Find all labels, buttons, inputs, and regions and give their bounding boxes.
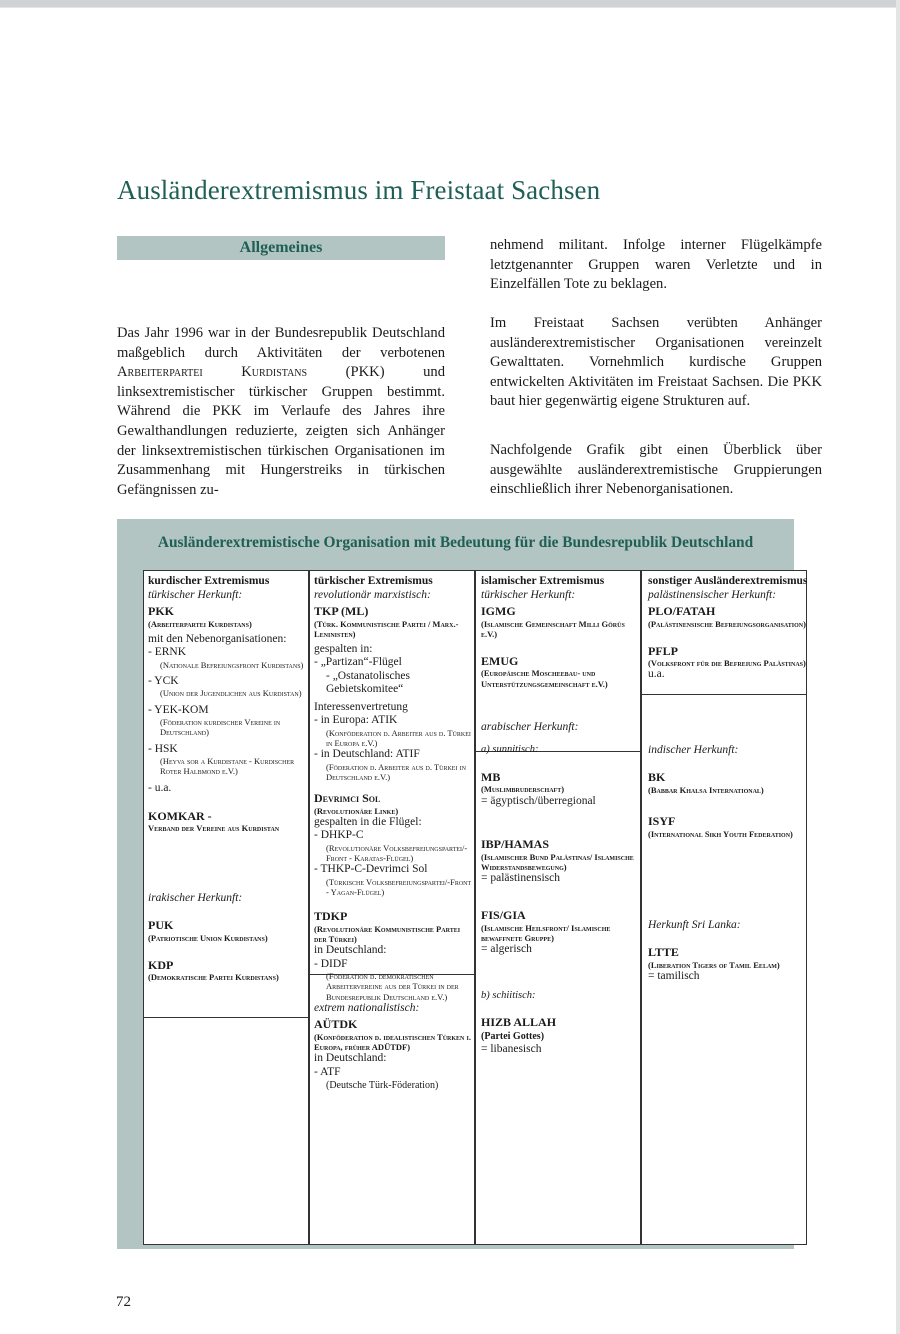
org-thkpc-full: (Türkische Volksbefreiungspartei/-Front - Yagan-Flügel) xyxy=(326,876,472,898)
org-kdp: KDP xyxy=(148,957,174,972)
org-atik: - in Europa: ATIK xyxy=(314,714,398,727)
org-yck: - YCK xyxy=(148,674,179,687)
org-pflp: PFLP xyxy=(648,643,678,658)
org-emug-full: (Europäische Moscheebau- und Unterstützungsgemeinschaft e.V.) xyxy=(481,668,608,689)
pkk-name: Arbeiterpartei Kurdistans xyxy=(117,364,308,381)
org-fis-full: (Islamische Heilsfront/ Islamische bewaffnete Gruppe) xyxy=(481,922,611,944)
split-label: gespalten in: xyxy=(314,642,373,655)
org-mb-full: (Muslimbruderschaft) xyxy=(481,784,565,795)
org-hizb-allah: HIZB ALLAH xyxy=(481,1015,557,1030)
sunni-label: a) sunnitisch: xyxy=(481,744,539,756)
org-yekkom-full: (Föderation kurdischer Vereine in Deutschland) xyxy=(160,717,281,738)
intro-paragraph-left xyxy=(117,324,445,500)
org-plo-full: (Palästinensische Befreiungsorganisation) xyxy=(648,618,806,629)
org-dhkpc: - DHKP-C xyxy=(314,829,364,842)
org-hsk: - HSK xyxy=(148,742,178,755)
org-pkk: PKK xyxy=(148,604,174,618)
in-germany-label: in Deutschland: xyxy=(314,944,387,957)
right-paragraph-2: Im Freistaat Sachsen verübten Anhänger ausländerextremistischer Organisationen vereinzelt Gewalttaten. Vornehmlich kurdische Gruppen entwickelten Aktivitäten im Freistaat Sachsen. Die PKK baut hier gegenwärtig eigene Strukturen auf. xyxy=(490,315,822,410)
org-puk-full: (Patriotische Union Kurdistans) xyxy=(148,932,268,943)
iraqi-origin-label: irakischer Herkunft: xyxy=(148,891,243,904)
org-tdkp: TDKP xyxy=(314,909,348,924)
org-ernk-full: (Nationale Befreiungsfront Kurdistans) xyxy=(160,659,304,670)
org-hsk-full: (Heyva sor a Kurdistane - Kurdischer Roter Halbmond e.V.) xyxy=(160,756,295,777)
org-didf: - DIDF xyxy=(314,957,348,970)
org-fis: FIS/GIA xyxy=(481,908,526,923)
org-emug: EMUG xyxy=(481,653,519,668)
org-hamas-desc: = palästinensisch xyxy=(481,871,560,884)
right-paragraph-3: Nachfolgende Grafik gibt einen Überblick über ausgewählte ausländerextremistische Gruppierungen einschließlich ihrer Nebenorganisationen. xyxy=(490,442,822,498)
wings-label: gespalten in die Flügel: xyxy=(314,815,422,828)
arab-origin-label: arabischer Herkunft: xyxy=(481,720,579,733)
org-hamas: IBP/HAMAS xyxy=(481,837,550,852)
ua-kurdish: - u.a. xyxy=(148,782,172,795)
org-hizb-allah-full: (Partei Gottes) xyxy=(481,1030,545,1042)
subsidiary-label: mit den Nebenorganisationen: xyxy=(148,632,287,645)
partizan-wing: - „Partizan“-Flügel xyxy=(314,656,402,669)
org-igmg-full: (Islamische Gemeinschaft Milli Görüs e.V.) xyxy=(481,618,625,639)
nationalist-label: extrem nationalistisch: xyxy=(314,1001,420,1014)
col-other xyxy=(648,575,808,984)
intro-text-2: (PKK) und linksextremistischer türkischer Gruppen bestimmt. Während die PKK im Verlaufe des Jahres ihre Gewalthandlungen reduzierte, zeigten sich Anhänger der linksextremistischen türkischen Organisationen im Zusammenhang mit Hungerstreiks in türkischen Gefängnissen zu- xyxy=(117,364,445,498)
srilanka-origin-label: Herkunft Sri Lanka: xyxy=(648,918,741,931)
org-komkar: KOMKAR - xyxy=(148,808,212,823)
org-igmg: IGMG xyxy=(481,604,516,618)
org-tkp: TKP (ML) xyxy=(314,604,369,618)
page-number: 72 xyxy=(116,1294,131,1310)
org-yck-full: (Union der Jugendlichen aus Kurdistan) xyxy=(160,688,302,699)
org-devrimci-sol: Devrimci Sol xyxy=(314,791,381,806)
org-kdp-full: (Demokratische Partei Kurdistans) xyxy=(148,972,279,983)
org-fis-desc: = algerisch xyxy=(481,943,532,956)
org-devrimci-sol-full: (Revolutionäre Linke) xyxy=(314,805,399,816)
indian-origin-label: indischer Herkunft: xyxy=(648,743,739,756)
page-title: Ausländerextremismus im Freistaat Sachsen xyxy=(117,175,601,205)
shia-label: b) schiitisch: xyxy=(481,989,536,1001)
org-puk: PUK xyxy=(148,918,174,933)
org-mb-desc: = ägyptisch/überregional xyxy=(481,794,596,807)
org-bk: BK xyxy=(648,770,666,785)
org-chart-title: Ausländerextremistische Organisation mit Bedeutung für die Bundesrepublik Deutschland xyxy=(157,534,754,551)
org-plo: PLO/FATAH xyxy=(648,604,716,618)
org-atf: - ATF xyxy=(314,1065,341,1078)
org-atf-full: (Deutsche Türk-Föderation) xyxy=(326,1080,439,1092)
org-atif-full: (Föderation d. Arbeiter aus d. Türkei in Deutschland e.V.) xyxy=(326,761,466,783)
col-islamic-heading: islamischer Extremismus xyxy=(481,575,605,587)
col-islamic-subheading: türkischer Herkunft: xyxy=(481,588,576,601)
right-paragraph-1: nehmend militant. Infolge interner Flügelkämpfe letztgenannter Gruppen waren Verletzte und in Einzelfällen Tote zu beklagen. xyxy=(490,237,822,293)
col-turkish-subheading: revolutionär marxistisch: xyxy=(314,588,431,601)
org-bk-full: (Babbar Khalsa International) xyxy=(648,784,764,795)
col-turkish-heading: türkischer Extremismus xyxy=(314,575,433,587)
col-other-heading: sonstiger Ausländerextremismus xyxy=(648,575,808,587)
col-islamic xyxy=(481,575,641,1057)
org-ltte-full: (Liberation Tigers of Tamil Eelam) xyxy=(648,959,780,970)
col-kurdish-subheading: türkischer Herkunft: xyxy=(148,588,243,601)
representation-label: Interessenvertretung xyxy=(314,700,408,713)
org-aeutdk-full: (Konföderation d. idealistischen Türken i. Europa, früher ADÜTDF) xyxy=(314,1031,471,1052)
ostanatolisches-wing: - „Ostanatolisches Gebietskomitee“ xyxy=(326,669,410,696)
org-pflp-full: (Volksfront für die Befreiung Palästinas) xyxy=(648,658,806,669)
org-komkar-full: Verband der Vereine aus Kurdistan xyxy=(148,823,280,834)
org-isyf-full: (International Sikh Youth Federation) xyxy=(648,828,793,839)
intro-text-1: Das Jahr 1996 war in der Bundesrepublik Deutschland maßgeblich durch Aktivitäten der verbotenen xyxy=(117,325,445,361)
col-kurdish xyxy=(148,575,308,983)
org-pkk-full: (Arbeiterpartei Kurdistans) xyxy=(148,618,252,629)
org-isyf: ISYF xyxy=(648,814,676,829)
org-atif: - in Deutschland: ATIF xyxy=(314,748,420,761)
org-hamas-full: (Islamischer Bund Palästinas/ Islamische Widerstandsbewegung) xyxy=(481,851,634,872)
in-germany-label-2: in Deutschland: xyxy=(314,1052,387,1065)
org-mb: MB xyxy=(481,769,501,784)
org-dhkpc-full: (Revolutionäre Volksbefreiungspartei/-Front - Karatas-Flügel) xyxy=(326,842,468,864)
org-ltte: LTTE xyxy=(648,945,679,960)
org-hizb-allah-desc: = libanesisch xyxy=(481,1043,542,1056)
org-tkp-full: (Türk. Kommunistische Partei / Marx.-Leninisten) xyxy=(314,618,459,639)
org-atik-full: (Konföderation d. Arbeiter aus d. Türkei in Europa e.V.) xyxy=(326,727,471,749)
org-ltte-desc: = tamilisch xyxy=(648,970,700,983)
org-tdkp-full: (Revolutionäre Kommunistische Partei der Türkei) xyxy=(314,923,461,944)
org-aeutdk: AÜTDK xyxy=(314,1017,358,1032)
col-other-subheading: palästinensischer Herkunft: xyxy=(648,588,777,601)
org-thkpc: - THKP-C-Devrimci Sol xyxy=(314,863,428,876)
col-kurdish-heading: kurdischer Extremismus xyxy=(148,575,270,587)
col-turkish xyxy=(314,575,474,1093)
top-rule xyxy=(0,0,900,7)
ua-other: u.a. xyxy=(648,668,665,681)
org-yekkom: - YEK-KOM xyxy=(148,703,209,716)
section-heading: Allgemeines xyxy=(117,236,445,260)
org-ernk: - ERNK xyxy=(148,646,187,659)
right-edge-rule xyxy=(896,0,900,1334)
org-didf-full: (Föderation d. demokratischen Arbeitervereine aus der Türkei in der Bundesrepublik Deutschland e.V.) xyxy=(326,971,459,1002)
